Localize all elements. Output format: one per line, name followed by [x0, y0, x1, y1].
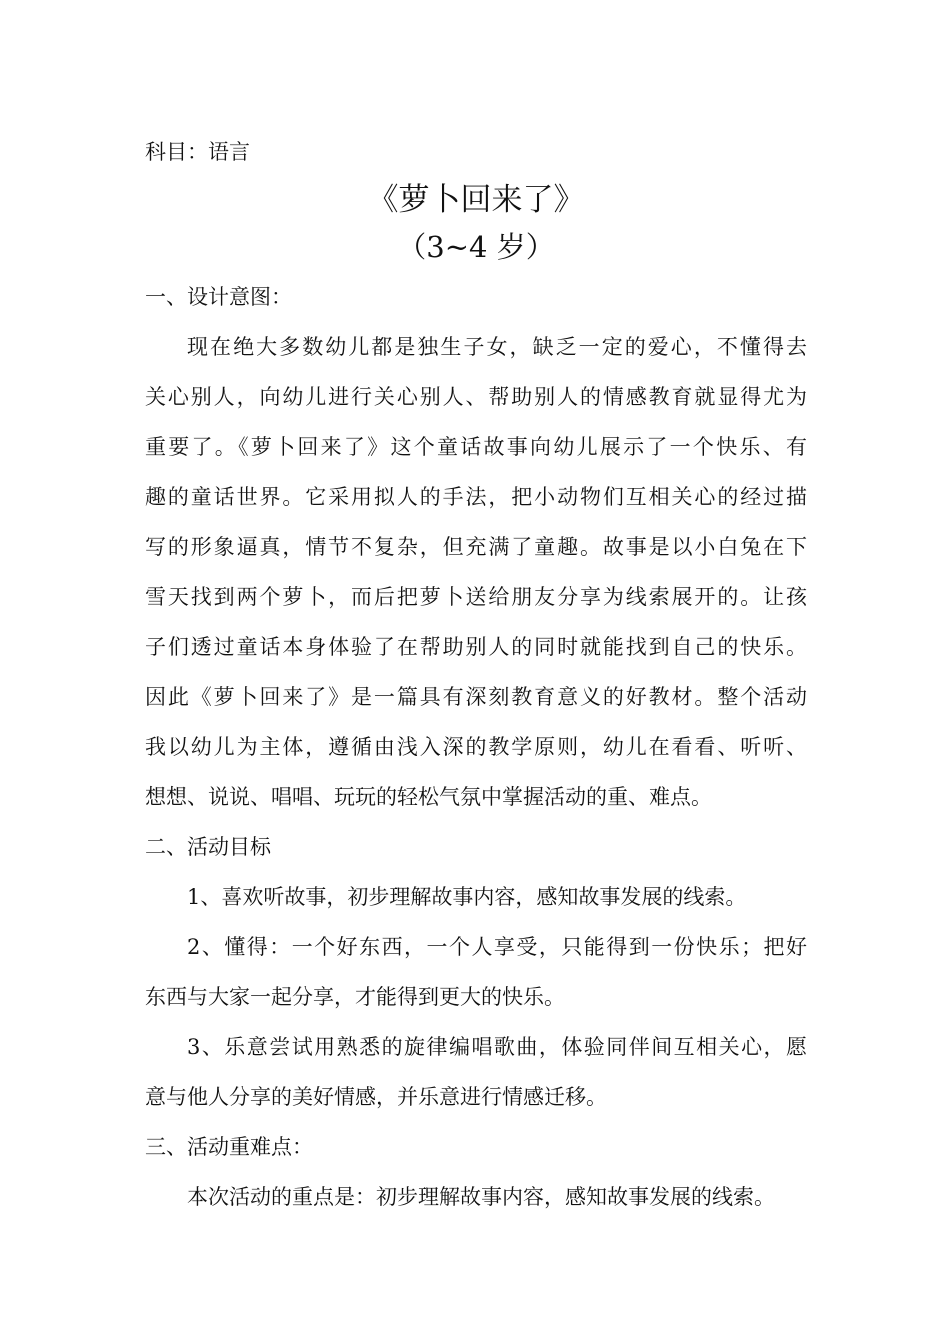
paragraph-line: 趣的童话世界。它采用拟人的手法，把小动物们互相关心的经过描	[145, 485, 807, 509]
age-range: （3~4 岁）	[397, 230, 555, 264]
section-heading-key-points: 三、活动重难点：	[145, 1135, 313, 1159]
lesson-title: 《萝卜回来了》	[367, 182, 585, 218]
paragraph-line: 写的形象逼真，情节不复杂，但充满了童趣。故事是以小白兔在下	[145, 535, 807, 559]
document-page	[145, 130, 807, 1222]
paragraph-line: 想想、说说、唱唱、玩玩的轻松气氛中掌握活动的重、难点。	[145, 785, 712, 809]
goal-item-3-continued: 意与他人分享的美好情感，并乐意进行情感迁移。	[145, 1085, 607, 1109]
paragraph-line: 子们透过童话本身体验了在帮助别人的同时就能找到自己的快乐。	[145, 635, 807, 659]
subject-label: 科目：语言	[145, 140, 250, 164]
goal-item-2: 2、懂得：一个好东西，一个人享受，只能得到一份快乐；把好	[187, 935, 807, 959]
paragraph-line: 关心别人，向幼儿进行关心别人、帮助别人的情感教育就显得尤为	[145, 385, 807, 409]
key-point-line: 本次活动的重点是：初步理解故事内容，感知故事发展的线索。	[187, 1185, 775, 1209]
paragraph-line: 重要了。《萝卜回来了》这个童话故事向幼儿展示了一个快乐、有	[145, 435, 807, 459]
paragraph-line: 现在绝大多数幼儿都是独生子女，缺乏一定的爱心，不懂得去	[187, 335, 807, 359]
paragraph-line: 雪天找到两个萝卜，而后把萝卜送给朋友分享为线索展开的。让孩	[145, 585, 807, 609]
goal-item-3: 3、乐意尝试用熟悉的旋律编唱歌曲，体验同伴间互相关心，愿	[187, 1035, 807, 1059]
paragraph-line: 我以幼儿为主体，遵循由浅入深的教学原则，幼儿在看看、听听、	[145, 735, 807, 759]
goal-item-2-continued: 东西与大家一起分享，才能得到更大的快乐。	[145, 985, 565, 1009]
paragraph-line: 因此《萝卜回来了》是一篇具有深刻教育意义的好教材。整个活动	[145, 685, 807, 709]
section-heading-design: 一、设计意图：	[145, 285, 292, 309]
section-heading-goals: 二、活动目标	[145, 835, 271, 859]
goal-item-1: 1、喜欢听故事，初步理解故事内容，感知故事发展的线索。	[187, 885, 747, 909]
